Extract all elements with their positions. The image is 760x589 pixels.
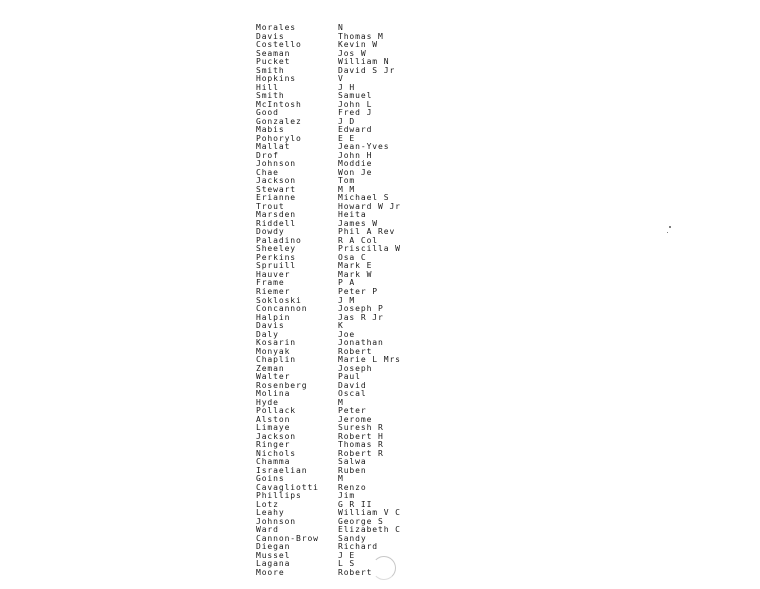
last-name: Molina bbox=[256, 389, 291, 399]
last-name: Frame bbox=[256, 278, 285, 288]
last-name: Chamma bbox=[256, 457, 291, 467]
first-name: Jerome bbox=[338, 414, 373, 424]
first-name: M bbox=[338, 397, 344, 407]
first-name: George S bbox=[338, 516, 384, 526]
first-name: Jim bbox=[338, 491, 356, 501]
first-name: David S Jr bbox=[338, 65, 396, 75]
scan-speck bbox=[669, 226, 671, 228]
first-name: Suresh R bbox=[338, 423, 384, 433]
first-name: J D bbox=[338, 116, 356, 126]
first-name: Paul bbox=[338, 372, 361, 382]
first-name: Joseph bbox=[338, 363, 373, 373]
last-name: Johnson bbox=[256, 516, 297, 526]
first-name: Howard W Jr bbox=[338, 201, 401, 211]
first-name: P A bbox=[338, 278, 356, 288]
first-name: John H bbox=[338, 150, 373, 160]
last-name: Cavagliotti bbox=[256, 482, 319, 492]
first-name: Mark E bbox=[338, 261, 373, 271]
last-name: Davis bbox=[256, 31, 285, 41]
last-name: Rosenberg bbox=[256, 380, 308, 390]
last-name: Good bbox=[256, 108, 279, 118]
first-name: Ruben bbox=[338, 465, 367, 475]
last-name: Phillips bbox=[256, 491, 302, 501]
last-name: Seaman bbox=[256, 48, 291, 58]
last-name: Nichols bbox=[256, 448, 297, 458]
last-name: Mussel bbox=[256, 550, 291, 560]
first-name: M M bbox=[338, 184, 356, 194]
last-name: Trout bbox=[256, 201, 285, 211]
first-name: Robert H bbox=[338, 431, 384, 441]
first-name: William V C bbox=[338, 508, 401, 518]
first-name: Priscilla W bbox=[338, 244, 401, 254]
last-name: Goins bbox=[256, 474, 285, 484]
first-name: J M bbox=[338, 295, 356, 305]
last-name: Daly bbox=[256, 329, 279, 339]
first-name: Osa C bbox=[338, 252, 367, 262]
last-name: Morales bbox=[256, 23, 297, 32]
last-name: Walter bbox=[256, 372, 291, 382]
last-name: Drof bbox=[256, 150, 279, 160]
last-name: Lagana bbox=[256, 559, 291, 569]
last-name: Moore bbox=[256, 568, 285, 577]
last-name: Riemer bbox=[256, 286, 291, 296]
last-name: Jackson bbox=[256, 431, 297, 441]
last-name: Alston bbox=[256, 414, 291, 424]
first-name: Heita bbox=[338, 210, 367, 220]
last-name: Perkins bbox=[256, 252, 297, 262]
last-name: Chaplin bbox=[256, 355, 297, 365]
first-name: Marie L Mrs bbox=[338, 355, 401, 365]
last-name: Mabis bbox=[256, 125, 285, 135]
first-name: Renzo bbox=[338, 482, 367, 492]
last-name: Sheeley bbox=[256, 244, 297, 254]
first-name: Jean-Yves bbox=[338, 142, 390, 152]
last-name: McIntosh bbox=[256, 99, 302, 109]
last-name: Limaye bbox=[256, 423, 291, 433]
last-name: Riddell bbox=[256, 218, 297, 228]
first-name: G R II bbox=[338, 499, 373, 509]
first-name: R A Col bbox=[338, 235, 379, 245]
scan-smudge bbox=[372, 556, 396, 580]
first-name: William N bbox=[338, 57, 390, 67]
last-name: Davis bbox=[256, 321, 285, 331]
first-name: N bbox=[338, 23, 344, 32]
last-name: Hill bbox=[256, 82, 279, 92]
first-name: Phil A Rev bbox=[338, 227, 396, 237]
first-name: Jas R Jr bbox=[338, 312, 384, 322]
last-name: Hauver bbox=[256, 269, 291, 279]
first-name: Kevin W bbox=[338, 40, 379, 50]
first-name: John L bbox=[338, 99, 373, 109]
first-name: David bbox=[338, 380, 367, 390]
last-name: Paladino bbox=[256, 235, 302, 245]
first-name: K bbox=[338, 321, 344, 331]
last-name: Hyde bbox=[256, 397, 279, 407]
last-name: Marsden bbox=[256, 210, 297, 220]
last-name: Jackson bbox=[256, 176, 297, 186]
last-name: Hopkins bbox=[256, 74, 297, 84]
last-name: Gonzalez bbox=[256, 116, 302, 126]
first-name: Fred J bbox=[338, 108, 373, 118]
last-name: Pucket bbox=[256, 57, 291, 67]
first-name: Joseph P bbox=[338, 304, 384, 314]
first-name: Robert bbox=[338, 568, 373, 577]
last-name: Kosarin bbox=[256, 338, 297, 348]
first-name: Mark W bbox=[338, 269, 373, 279]
last-name: Costello bbox=[256, 40, 302, 50]
last-name: Mallat bbox=[256, 142, 291, 152]
first-name: Won Je bbox=[338, 167, 373, 177]
first-name: Robert bbox=[338, 346, 373, 356]
last-name: Sokloski bbox=[256, 295, 302, 305]
first-name: Samuel bbox=[338, 91, 373, 101]
last-name: Halpin bbox=[256, 312, 291, 322]
last-name: Leahy bbox=[256, 508, 285, 518]
last-name: Pohorylo bbox=[256, 133, 302, 143]
last-name: Pollack bbox=[256, 406, 297, 416]
last-name: Smith bbox=[256, 65, 285, 75]
first-name: V bbox=[338, 74, 344, 84]
last-name: Johnson bbox=[256, 159, 297, 169]
first-name: Thomas R bbox=[338, 440, 384, 450]
first-name: M bbox=[338, 474, 344, 484]
last-name: Zeman bbox=[256, 363, 285, 373]
first-name: Sandy bbox=[338, 533, 367, 543]
first-name: J H bbox=[338, 82, 356, 92]
first-name: Salwa bbox=[338, 457, 367, 467]
last-name: Lotz bbox=[256, 499, 279, 509]
scan-speck bbox=[667, 232, 668, 233]
last-name: Concannon bbox=[256, 304, 308, 314]
last-name: Israelian bbox=[256, 465, 308, 475]
last-name: Ward bbox=[256, 525, 279, 535]
first-name: Oscal bbox=[338, 389, 367, 399]
first-name: Robert R bbox=[338, 448, 384, 458]
first-name: Moddie bbox=[338, 159, 373, 169]
first-name: Joe bbox=[338, 329, 356, 339]
last-name: Dowdy bbox=[256, 227, 285, 237]
first-name: Elizabeth C bbox=[338, 525, 401, 535]
first-name: Edward bbox=[338, 125, 373, 135]
last-name: Diegan bbox=[256, 542, 291, 552]
first-name: Peter P bbox=[338, 286, 379, 296]
first-name: James W bbox=[338, 218, 379, 228]
first-name: Jonathan bbox=[338, 338, 384, 348]
last-name: Erianne bbox=[256, 193, 297, 203]
first-name: J E bbox=[338, 550, 356, 560]
first-name: Peter bbox=[338, 406, 367, 416]
last-name: Smith bbox=[256, 91, 285, 101]
first-name: Richard bbox=[338, 542, 379, 552]
last-name: Chae bbox=[256, 167, 279, 177]
last-name: Stewart bbox=[256, 184, 297, 194]
last-name: Spruill bbox=[256, 261, 297, 271]
last-name: Monyak bbox=[256, 346, 291, 356]
last-name: Ringer bbox=[256, 440, 291, 450]
last-name: Cannon-Brow bbox=[256, 533, 319, 543]
first-name: L S bbox=[338, 559, 356, 569]
first-name: Tom bbox=[338, 176, 356, 186]
first-name: Jos W bbox=[338, 48, 367, 58]
first-name: Michael S bbox=[338, 193, 390, 203]
first-name: Thomas M bbox=[338, 31, 384, 41]
first-name: E E bbox=[338, 133, 356, 143]
